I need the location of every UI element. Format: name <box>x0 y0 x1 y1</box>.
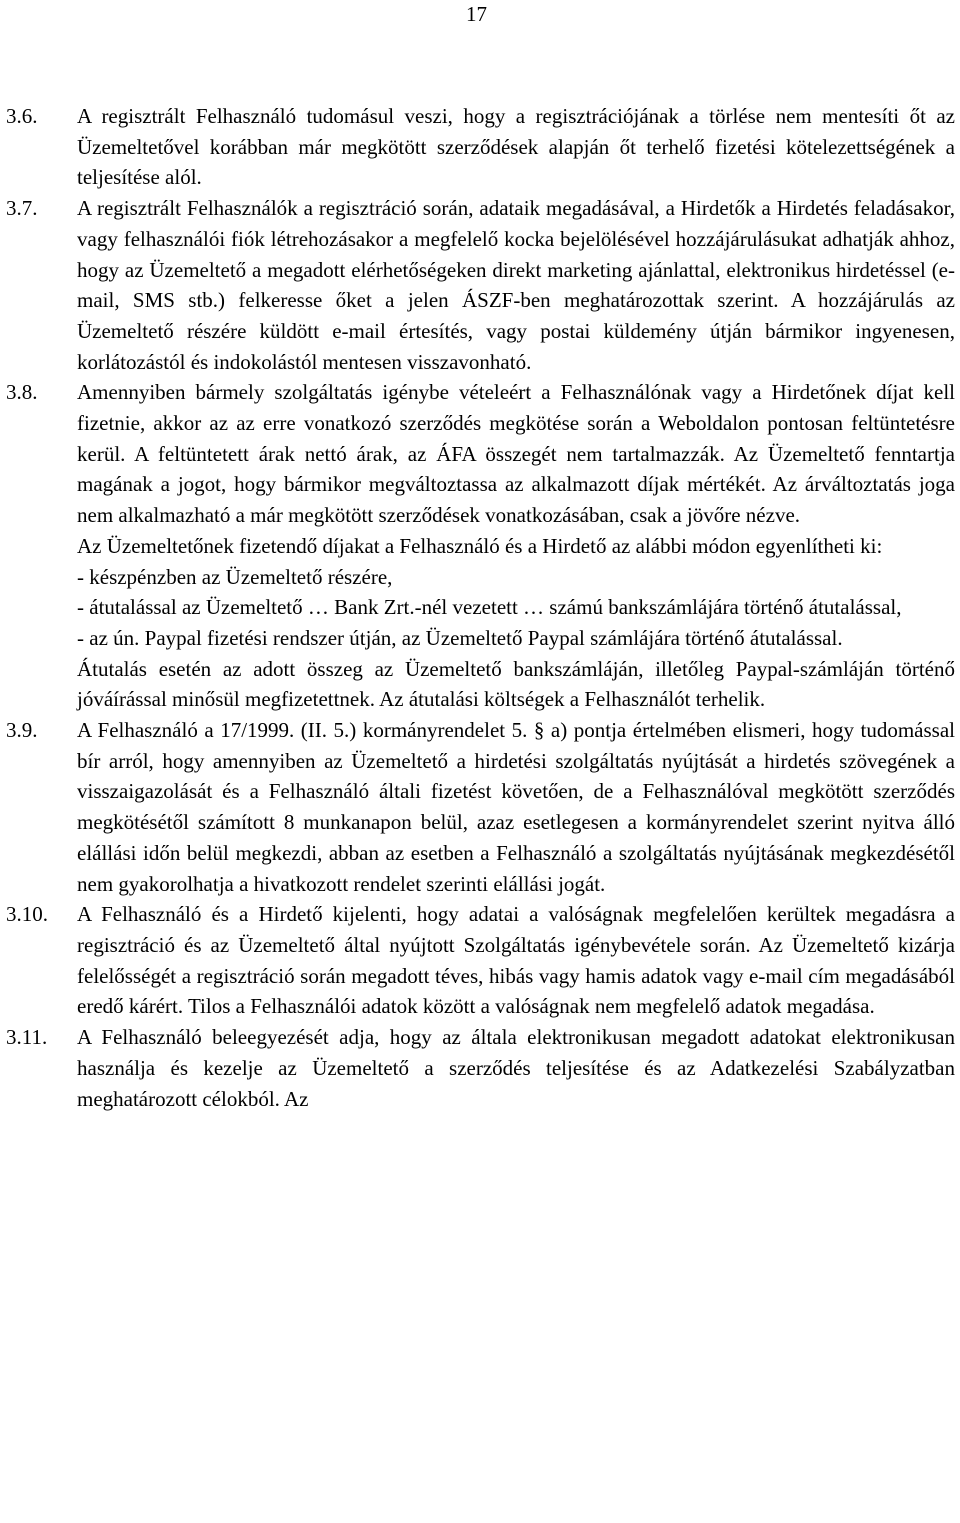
page-number: 17 <box>466 2 487 26</box>
paragraph: Amennyiben bármely szolgáltatás igénybe vételeért a Felhasználónak vagy a Hirdetőnek díjat kell fizetnie, akkor az az erre vonatkozó szerződés megkötése során a Weboldalon pontosan feltüntetésre kerül. A feltüntetett árak nettó árak, az ÁFA összegét nem tartalmazzák. Az Üzemeltető fenntartja magának a jogot, hogy bármikor megváltoztassa az alkalmazott díjak mértékét. Az árváltoztatás joga nem alkalmazható a már megkötött szerződések vonatkozásában, csak a jövőre nézve. <box>77 380 955 528</box>
section-number: 3.9. <box>6 718 38 743</box>
document-body <box>6 101 955 1114</box>
paragraph: Az Üzemeltetőnek fizetendő díjakat a Felhasználó és a Hirdető az alábbi módon egyenlítheti ki: <box>77 533 883 558</box>
section-number: 3.7. <box>6 196 38 221</box>
section-text <box>77 899 955 1022</box>
section-number: 3.11. <box>6 1025 48 1050</box>
section-number: 3.8. <box>6 380 38 405</box>
section-3-10 <box>6 899 955 1022</box>
section-text <box>77 715 955 899</box>
section-3-6 <box>6 101 955 193</box>
section-3-7 <box>6 193 955 377</box>
section-3-9 <box>6 715 955 899</box>
list-item: - átutalással az Üzemeltető … Bank Zrt.-nél vezetett … számú bankszámlájára történő átutalással, <box>77 595 902 620</box>
paragraph: A regisztrált Felhasználók a regisztráció során, adataik megadásával, a Hirdetők a Hirdetés feladásakor, vagy felhasználói fiók létrehozásakor a megfelelő kocka bejelölésével hozzájárulásukat adhatják ahhoz, hogy az Üzemeltető a megadott elérhetőségeken direkt marketing ajánlattal, elektronikus hirdetéssel (e-mail, SMS stb.) felkeresse őket a jelen ÁSZF-ben meghatározottak szerint. A hozzájárulás az Üzemeltető részére küldött e-mail értesítés, vagy postai küldemény útján bármikor ingyenesen, korlátozástól és indokolástól mentesen visszavonható. <box>77 196 955 374</box>
paragraph: A regisztrált Felhasználó tudomásul veszi, hogy a regisztrációjának a törlése nem mentesíti őt az Üzemeltetővel korábban már megkötött szerződések alapján őt terhelő fizetési kötelezettségének a teljesítése alól. <box>77 104 955 190</box>
section-number: 3.6. <box>6 104 38 128</box>
list-item: - készpénzben az Üzemeltető részére, <box>77 564 393 589</box>
section-text <box>77 377 955 715</box>
paragraph: Átutalás esetén az adott összeg az Üzemeltető bankszámláján, illetőleg Paypal-számláján történő jóváírással minősül megfizetettnek. Az átutalási költségek a Felhasználót terhelik. <box>77 656 955 712</box>
paragraph: A Felhasználó és a Hirdető kijelenti, hogy adatai a valóságnak megfelelően kerültek megadásra a regisztráció és az Üzemeltető által nyújtott Szolgáltatás igénybevétele során. Az Üzemeltető kizárja felelősségét a regisztráció során megadott téves, hibás vagy hamis adatok vagy e-mail cím megadásából eredő kárért. Tilos a Felhasználói adatok között a valóságnak nem megfelelő adatok megadása. <box>77 902 955 1019</box>
list-item: - az ún. Paypal fizetési rendszer útján, az Üzemeltető Paypal számlájára történő átutalással. <box>77 625 843 650</box>
section-text <box>77 1022 955 1114</box>
paragraph: A Felhasználó beleegyezését adja, hogy az általa elektronikusan megadott adatokat elektronikusan használja és kezelje az Üzemeltető a szerződés teljesítése és az Adatkezelési Szabályzatban meghatározott célokból. Az <box>77 1025 955 1111</box>
paragraph: A Felhasználó a 17/1999. (II. 5.) kormányrendelet 5. § a) pontja értelmében elismeri, hogy tudomással bír arról, hogy amennyiben az Üzemeltető a hirdetési szolgáltatás nyújtását a hirdetés szövegének a visszaigazolását és a Felhasználó általi fizetést követően, de a Felhasználóval megkötött szerződés megkötésétől számított 8 munkanapon belül, azaz esetlegesen a kormányrendelet szerint nyitva álló elállási időn belül megkezdi, abban az esetben a Felhasználó a szolgáltatás nyújtásának megkezdésétől nem gyakorolhatja a hivatkozott rendelet szerinti elállási jogát. <box>77 718 955 896</box>
section-text <box>77 193 955 377</box>
section-number: 3.10. <box>6 902 48 927</box>
section-text <box>77 101 955 193</box>
section-3-11 <box>6 1022 955 1114</box>
section-3-8 <box>6 377 955 715</box>
